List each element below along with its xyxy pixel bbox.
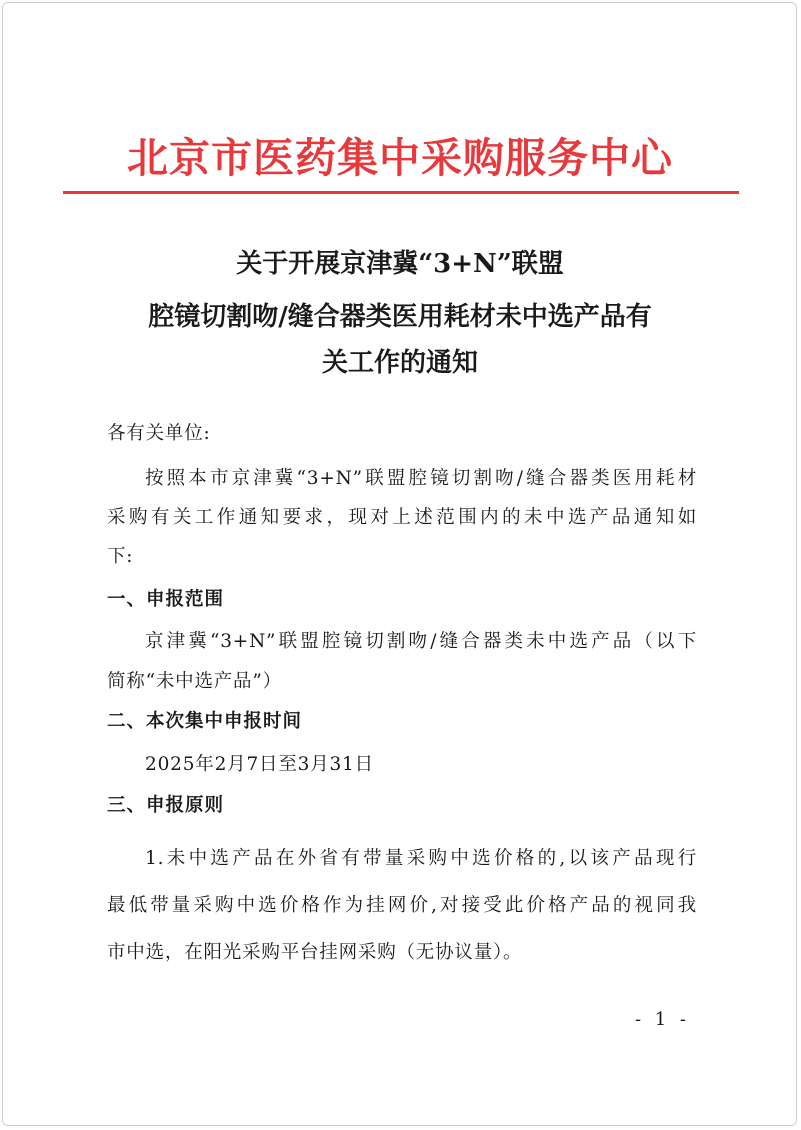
section-heading-principles: 三、申报原则 bbox=[107, 795, 225, 816]
intro-line-3: 下: bbox=[107, 546, 134, 567]
page-number: - 1 - bbox=[634, 1009, 690, 1030]
principles-line-2: 最低带量采购中选价格作为挂网价,对接受此价格产品的视同我 bbox=[107, 895, 697, 916]
document-title-line-1: 关于开展京津冀“3+N”联盟 bbox=[236, 249, 564, 279]
intro-line-2: 采购有关工作通知要求，现对上述范围内的未中选产品通知如 bbox=[107, 507, 697, 528]
section-heading-scope: 一、申报范围 bbox=[107, 589, 225, 610]
issuing-organization: 北京市医药集中采购服务中心 bbox=[127, 134, 673, 182]
intro-line-1: 按照本市京津冀“3+N”联盟腔镜切割吻/缝合器类医用耗材 bbox=[145, 468, 697, 489]
section-heading-period: 二、本次集中申报时间 bbox=[107, 711, 303, 732]
salutation: 各有关单位: bbox=[107, 423, 211, 444]
document-title-line-2: 腔镜切割吻/缝合器类医用耗材未中选产品有 bbox=[148, 302, 652, 332]
period-line: 2025年2月7日至3月31日 bbox=[145, 754, 374, 775]
document-title-line-3: 关工作的通知 bbox=[321, 348, 478, 378]
scope-line-2: 简称“未中选产品”） bbox=[107, 671, 282, 692]
principles-line-1: 1.未中选产品在外省有带量采购中选价格的,以该产品现行 bbox=[145, 848, 697, 869]
red-header-rule bbox=[63, 191, 739, 194]
scope-line-1: 京津冀“3+N”联盟腔镜切割吻/缝合器类未中选产品（以下 bbox=[145, 631, 697, 652]
principles-line-3: 市中选，在阳光采购平台挂网采购（无协议量）。 bbox=[107, 942, 523, 963]
